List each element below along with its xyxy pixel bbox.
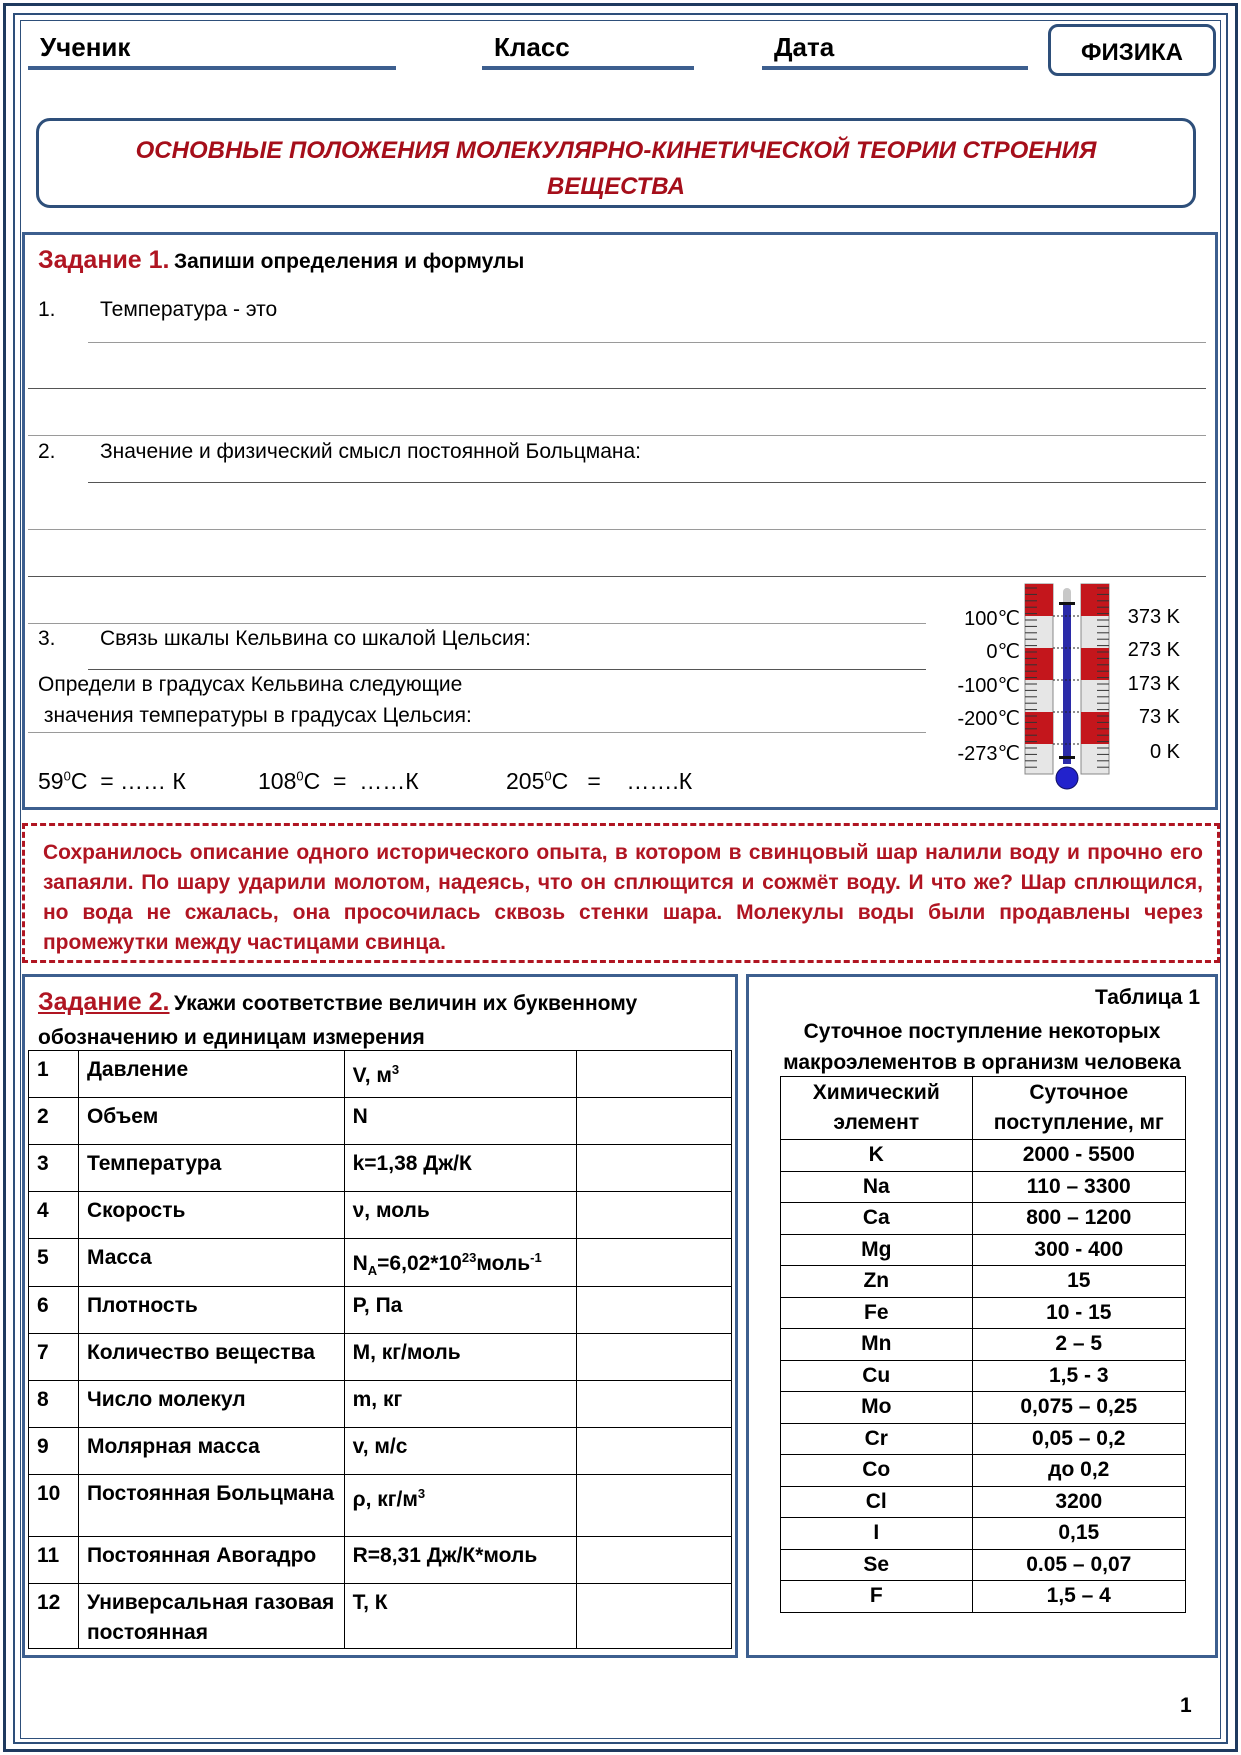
intake-cell: 15 [972,1266,1185,1298]
table-row [29,1192,732,1239]
task2-table [28,1050,732,1649]
answer-line[interactable] [88,669,926,670]
quantity-name: Постоянная Больцмана [78,1475,344,1537]
table-row [29,1239,732,1287]
answer-cell[interactable] [576,1334,732,1381]
celsius-label: 0℃ [986,641,1020,663]
symbol-unit: N [344,1098,576,1145]
column-header-intake: Суточное поступление, мг [972,1077,1185,1140]
element-cell: Ca [781,1203,973,1235]
answer-cell[interactable] [576,1475,732,1537]
date-label: Дата [774,32,835,62]
answer-cell[interactable] [576,1381,732,1428]
element-cell: Mn [781,1329,973,1361]
answer-line[interactable] [28,576,1206,577]
table-row [29,1475,732,1537]
quantity-name: Объем [78,1098,344,1145]
table-row [29,1334,732,1381]
kelvin-label: 0 K [1149,741,1180,763]
intake-cell: 300 - 400 [972,1234,1185,1266]
answer-cell[interactable] [576,1051,732,1098]
table-row [781,1297,1186,1329]
kelvin-label: 173 K [1127,673,1180,695]
task2-instruction-2: обозначению и единицам измерения [38,1026,425,1049]
element-cell: Na [781,1171,973,1203]
class-label: Класс [494,32,570,62]
table1-caption [752,1016,1212,1078]
class-line[interactable] [482,66,694,70]
element-cell: Fe [781,1297,973,1329]
table-row [781,1455,1186,1487]
symbol-unit: ν, моль [344,1192,576,1239]
item3-number: 3. [38,627,56,650]
kelvin-label: 73 K [1138,706,1180,728]
table-row [781,1266,1186,1298]
row-number: 6 [29,1287,79,1334]
intake-cell: 2000 - 5500 [972,1140,1185,1172]
table-row [29,1428,732,1475]
item2-number: 2. [38,440,56,463]
symbol-unit: R=8,31 Дж/К*моль [344,1537,576,1584]
intake-cell: 1,5 - 3 [972,1360,1185,1392]
table-row [781,1549,1186,1581]
answer-cell[interactable] [576,1145,732,1192]
quantity-name: Давление [78,1051,344,1098]
row-number: 7 [29,1334,79,1381]
symbol-unit: P, Па [344,1287,576,1334]
row-number: 11 [29,1537,79,1584]
table-header-row [781,1077,1186,1140]
convert-instruction-1: Определи в градусах Кельвина следующие [38,673,463,696]
intake-cell: 10 - 15 [972,1297,1185,1329]
table1-label: Таблица 1 [1094,986,1200,1009]
row-number: 5 [29,1239,79,1287]
symbol-unit: M, кг/моль [344,1334,576,1381]
symbol-unit: $N_A=6,02*10^{23}моль^{-1}$ [344,1239,576,1287]
intake-cell: 0.05 – 0,07 [972,1549,1185,1581]
symbol-unit: k=1,38 Дж/К [344,1145,576,1192]
intake-cell: до 0,2 [972,1455,1185,1487]
row-number: 9 [29,1428,79,1475]
quantity-name: Постоянная Авогадро [78,1537,344,1584]
table-row [29,1584,732,1649]
table1-caption-2: макроэлементов в организм человека [783,1051,1181,1074]
answer-cell[interactable] [576,1098,732,1145]
kelvin-label: 373 K [1127,606,1180,628]
table-row [781,1171,1186,1203]
table-row [781,1581,1186,1613]
table-row [781,1203,1186,1235]
element-cell: Zn [781,1266,973,1298]
table-row [29,1051,732,1098]
table1-caption-1: Суточное поступление некоторых [803,1020,1161,1043]
conversion-2[interactable]: $108^0C$ = ……К [258,768,419,794]
symbol-unit: V, $м^3$ [344,1051,576,1098]
intake-cell: 110 – 3300 [972,1171,1185,1203]
answer-line[interactable] [28,732,926,733]
row-number: 1 [29,1051,79,1098]
row-number: 4 [29,1192,79,1239]
item1-text: Температура - это [100,298,278,321]
nutrient-table [780,1076,1186,1613]
answer-cell[interactable] [576,1584,732,1649]
task2-instruction-1: Укажи соответствие величин их буквенному [173,992,638,1015]
celsius-label: -100℃ [957,675,1020,697]
answer-cell[interactable] [576,1428,732,1475]
element-cell: Mo [781,1392,973,1424]
row-number: 10 [29,1475,79,1537]
table-row [29,1098,732,1145]
student-line[interactable] [28,66,396,70]
answer-cell[interactable] [576,1287,732,1334]
element-cell: Se [781,1549,973,1581]
answer-line[interactable] [28,388,1206,389]
quantity-name: Количество вещества [78,1334,344,1381]
table-row [29,1145,732,1192]
answer-line[interactable] [28,435,1206,436]
symbol-unit: m, кг [344,1381,576,1428]
item2-text: Значение и физический смысл постоянной Больцмана: [100,440,641,463]
table-row [781,1329,1186,1361]
intake-cell: 0,075 – 0,25 [972,1392,1185,1424]
symbol-unit: T, К [344,1584,576,1649]
element-cell: Co [781,1455,973,1487]
intake-cell: 800 – 1200 [972,1203,1185,1235]
date-line[interactable] [762,66,1028,70]
element-cell: K [781,1140,973,1172]
quantity-name: Молярная масса [78,1428,344,1475]
thermometer-liquid [1063,604,1071,764]
celsius-label: 100℃ [964,608,1020,630]
element-cell: I [781,1518,973,1550]
element-cell: F [781,1581,973,1613]
subject-badge: ФИЗИКА [1048,24,1216,76]
answer-cell[interactable] [576,1537,732,1584]
quantity-name: Температура [78,1145,344,1192]
thermometer-bulb [1056,767,1078,789]
table-row [781,1140,1186,1172]
table-row [29,1537,732,1584]
conversion-3[interactable]: $205^0C$ = …….К [506,768,693,794]
celsius-label: -273℃ [957,743,1020,765]
table-row [781,1486,1186,1518]
answer-line[interactable] [88,342,1206,343]
table-row [29,1287,732,1334]
student-label: Ученик [40,32,131,62]
symbol-unit: v, м/с [344,1428,576,1475]
quantity-name: Масса [78,1239,344,1287]
table-row [781,1360,1186,1392]
element-cell: Cu [781,1360,973,1392]
table-row [29,1381,732,1428]
quantity-name: Число молекул [78,1381,344,1428]
quantity-name: Скорость [78,1192,344,1239]
item1-number: 1. [38,298,56,321]
task1-heading: Задание 1. [38,246,170,274]
intake-cell: 3200 [972,1486,1185,1518]
table-row [781,1234,1186,1266]
quantity-name: Плотность [78,1287,344,1334]
quantity-name: Универсальная газовая постоянная [78,1584,344,1649]
historical-experiment-text: Сохранилось описание одного исторического опыта, в котором в свинцовый шар налили воду и прочно его запаяли. По шару ударили молотом, надеясь, что он сплющится и сожмёт воду. И что же? Шар сплющился, но вода не сжалась, она просочилась сквозь стенки шара. Молекулы воды были продавлены через промежутки между частицами свинца. [22,823,1220,963]
task2-header [38,986,728,1056]
symbol-unit: ρ, $кг/м^3$ [344,1475,576,1537]
column-header-element: Химический элемент [781,1077,973,1140]
item3-text: Связь шкалы Кельвина со шкалой Цельсия: [100,627,531,650]
answer-cell[interactable] [576,1239,732,1287]
page-title [36,118,1196,208]
table-row [781,1518,1186,1550]
answer-cell[interactable] [576,1192,732,1239]
answer-line[interactable] [28,623,926,624]
row-number: 12 [29,1584,79,1649]
title-line-2: ВЕЩЕСТВА [547,173,685,200]
row-number: 2 [29,1098,79,1145]
table-row [781,1423,1186,1455]
convert-instruction-2: значения температуры в градусах Цельсия: [38,704,472,727]
task1-instruction: Запиши определения и формулы [173,250,525,273]
conversion-1[interactable]: $59^0C$ = …… К [38,768,186,794]
answer-line[interactable] [28,529,1206,530]
title-line-1: ОСНОВНЫЕ ПОЛОЖЕНИЯ МОЛЕКУЛЯРНО-КИНЕТИЧЕСКОЙ ТЕОРИИ СТРОЕНИЯ [135,137,1097,164]
intake-cell: 2 – 5 [972,1329,1185,1361]
answer-line[interactable] [88,482,1206,483]
kelvin-label: 273 K [1127,639,1180,661]
row-number: 8 [29,1381,79,1428]
table-row [781,1392,1186,1424]
intake-cell: 1,5 – 4 [972,1581,1185,1613]
page-number: 1 [1180,1694,1192,1717]
celsius-label: -200℃ [957,708,1020,730]
task1-header [38,246,524,275]
task2-heading: Задание 2. [38,988,170,1016]
intake-cell: 0,15 [972,1518,1185,1550]
element-cell: Cl [781,1486,973,1518]
row-number: 3 [29,1145,79,1192]
element-cell: Cr [781,1423,973,1455]
element-cell: Mg [781,1234,973,1266]
intake-cell: 0,05 – 0,2 [972,1423,1185,1455]
